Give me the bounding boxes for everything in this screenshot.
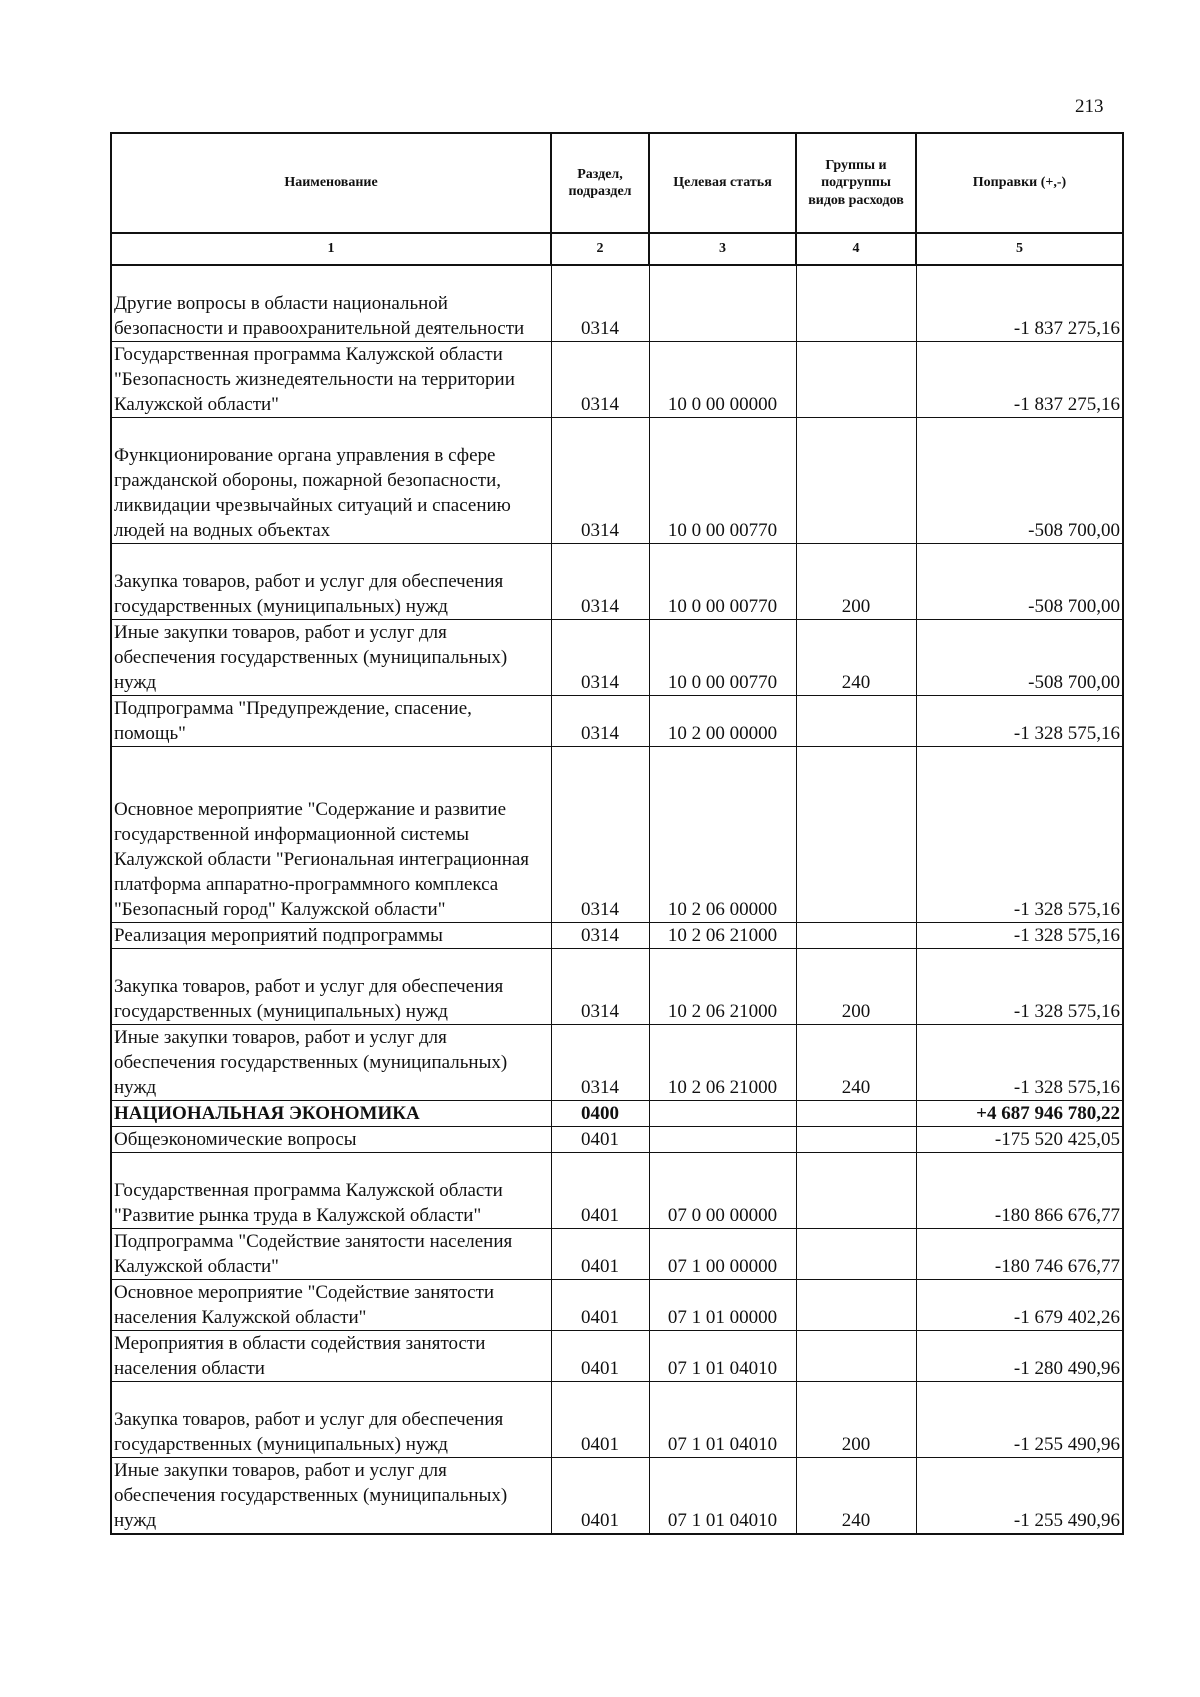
- row-amount-cell: -1 679 402,26: [916, 1280, 1123, 1331]
- row-group-cell: [796, 1331, 916, 1382]
- column-number: 3: [649, 233, 796, 265]
- table-row: [111, 1229, 1123, 1280]
- row-name-cell: Реализация мероприятий подпрограммы: [111, 923, 551, 949]
- row-section-cell: 0401: [551, 1458, 649, 1535]
- table-row: [111, 1458, 1123, 1535]
- column-number-row: [111, 233, 1123, 265]
- row-name-cell: Подпрограмма "Предупреждение, спасение, помощь": [111, 696, 551, 747]
- row-amount-cell: -180 866 676,77: [916, 1153, 1123, 1229]
- column-number: 1: [111, 233, 551, 265]
- row-name-cell: Иные закупки товаров, работ и услуг для обеспечения государственных (муниципальных) нужд: [111, 620, 551, 696]
- row-group-cell: 240: [796, 1025, 916, 1101]
- table-row: [111, 265, 1123, 342]
- header-group: Группы и подгруппы видов расходов: [796, 133, 916, 233]
- row-article-cell: 10 2 06 00000: [649, 747, 796, 923]
- column-number: 2: [551, 233, 649, 265]
- row-name-cell: Иные закупки товаров, работ и услуг для обеспечения государственных (муниципальных) нужд: [111, 1025, 551, 1101]
- row-article-cell: [649, 1101, 796, 1127]
- row-article-cell: [649, 265, 796, 342]
- row-name-cell: Закупка товаров, работ и услуг для обеспечения государственных (муниципальных) нужд: [111, 544, 551, 620]
- row-section-cell: 0401: [551, 1153, 649, 1229]
- row-amount-cell: -1 328 575,16: [916, 1025, 1123, 1101]
- row-section-cell: 0401: [551, 1382, 649, 1458]
- table-row: [111, 696, 1123, 747]
- row-article-cell: 10 2 06 21000: [649, 1025, 796, 1101]
- table-row: [111, 949, 1123, 1025]
- table-row: [111, 1331, 1123, 1382]
- table-row: [111, 923, 1123, 949]
- row-amount-cell: -1 328 575,16: [916, 747, 1123, 923]
- row-section-cell: 0314: [551, 620, 649, 696]
- row-article-cell: 07 0 00 00000: [649, 1153, 796, 1229]
- row-section-cell: 0314: [551, 923, 649, 949]
- row-amount-cell: -1 255 490,96: [916, 1458, 1123, 1535]
- row-group-cell: [796, 1127, 916, 1153]
- table-row: [111, 544, 1123, 620]
- row-article-cell: 10 2 00 00000: [649, 696, 796, 747]
- table-header-row: [111, 133, 1123, 233]
- row-article-cell: 10 0 00 00770: [649, 620, 796, 696]
- row-group-cell: [796, 923, 916, 949]
- row-name-cell: Основное мероприятие "Содействие занятости населения Калужской области": [111, 1280, 551, 1331]
- row-section-cell: 0401: [551, 1127, 649, 1153]
- table-row: [111, 342, 1123, 418]
- row-article-cell: 10 2 06 21000: [649, 923, 796, 949]
- row-amount-cell: -175 520 425,05: [916, 1127, 1123, 1153]
- table-row: [111, 620, 1123, 696]
- table-body: [111, 265, 1123, 1534]
- row-group-cell: [796, 418, 916, 544]
- page-number: 213: [1075, 96, 1104, 117]
- header-article: Целевая статья: [649, 133, 796, 233]
- row-name-cell: Подпрограмма "Содействие занятости населения Калужской области": [111, 1229, 551, 1280]
- row-name-cell: Закупка товаров, работ и услуг для обеспечения государственных (муниципальных) нужд: [111, 949, 551, 1025]
- row-section-cell: 0314: [551, 696, 649, 747]
- row-amount-cell: -508 700,00: [916, 620, 1123, 696]
- row-amount-cell: -1 837 275,16: [916, 265, 1123, 342]
- row-group-cell: [796, 747, 916, 923]
- row-section-cell: 0401: [551, 1229, 649, 1280]
- table-row: [111, 1153, 1123, 1229]
- column-number: 4: [796, 233, 916, 265]
- row-amount-cell: -508 700,00: [916, 418, 1123, 544]
- row-group-cell: 240: [796, 1458, 916, 1535]
- row-amount-cell: -1 328 575,16: [916, 949, 1123, 1025]
- row-amount-cell: -180 746 676,77: [916, 1229, 1123, 1280]
- row-article-cell: 10 2 06 21000: [649, 949, 796, 1025]
- row-name-cell: Другие вопросы в области национальной безопасности и правоохранительной деятельности: [111, 265, 551, 342]
- row-name-cell: Мероприятия в области содействия занятости населения области: [111, 1331, 551, 1382]
- row-amount-cell: -1 280 490,96: [916, 1331, 1123, 1382]
- table-row: [111, 418, 1123, 544]
- row-section-cell: 0314: [551, 747, 649, 923]
- row-group-cell: [796, 1280, 916, 1331]
- column-number: 5: [916, 233, 1123, 265]
- row-group-cell: [796, 1229, 916, 1280]
- header-amount: Поправки (+,-): [916, 133, 1123, 233]
- row-group-cell: [796, 1101, 916, 1127]
- row-group-cell: [796, 265, 916, 342]
- row-group-cell: 200: [796, 544, 916, 620]
- row-group-cell: [796, 342, 916, 418]
- row-name-cell: Государственная программа Калужской области "Безопасность жизнедеятельности на территории Калужской области": [111, 342, 551, 418]
- row-group-cell: [796, 696, 916, 747]
- row-article-cell: [649, 1127, 796, 1153]
- row-section-cell: 0314: [551, 418, 649, 544]
- row-amount-cell: -1 328 575,16: [916, 923, 1123, 949]
- row-section-cell: 0401: [551, 1280, 649, 1331]
- row-article-cell: 07 1 01 04010: [649, 1382, 796, 1458]
- row-name-cell: Иные закупки товаров, работ и услуг для обеспечения государственных (муниципальных) нужд: [111, 1458, 551, 1535]
- row-amount-cell: -1 255 490,96: [916, 1382, 1123, 1458]
- table-row: [111, 1127, 1123, 1153]
- row-section-cell: 0314: [551, 342, 649, 418]
- row-name-cell: НАЦИОНАЛЬНАЯ ЭКОНОМИКА: [111, 1101, 551, 1127]
- row-section-cell: 0314: [551, 265, 649, 342]
- row-amount-cell: +4 687 946 780,22: [916, 1101, 1123, 1127]
- row-article-cell: 10 0 00 00770: [649, 418, 796, 544]
- table-row: [111, 1280, 1123, 1331]
- table-row: [111, 1025, 1123, 1101]
- table-row: [111, 747, 1123, 923]
- row-group-cell: 200: [796, 1382, 916, 1458]
- row-name-cell: Основное мероприятие "Содержание и развитие государственной информационной системы Калужской области "Региональная интеграционная платформа аппаратно-программного комплекса "Безопасный город" Калужской области": [111, 747, 551, 923]
- row-section-cell: 0314: [551, 1025, 649, 1101]
- row-article-cell: 10 0 00 00000: [649, 342, 796, 418]
- row-name-cell: Общеэкономические вопросы: [111, 1127, 551, 1153]
- row-article-cell: 10 0 00 00770: [649, 544, 796, 620]
- row-section-cell: 0314: [551, 949, 649, 1025]
- row-amount-cell: -1 328 575,16: [916, 696, 1123, 747]
- row-article-cell: 07 1 01 00000: [649, 1280, 796, 1331]
- row-amount-cell: -1 837 275,16: [916, 342, 1123, 418]
- row-section-cell: 0401: [551, 1331, 649, 1382]
- row-article-cell: 07 1 01 04010: [649, 1331, 796, 1382]
- row-name-cell: Закупка товаров, работ и услуг для обеспечения государственных (муниципальных) нужд: [111, 1382, 551, 1458]
- table-row: [111, 1382, 1123, 1458]
- row-section-cell: 0314: [551, 544, 649, 620]
- row-article-cell: 07 1 01 04010: [649, 1458, 796, 1535]
- table-row: [111, 1101, 1123, 1127]
- row-amount-cell: -508 700,00: [916, 544, 1123, 620]
- row-name-cell: Функционирование органа управления в сфере гражданской обороны, пожарной безопасности, ликвидации чрезвычайных ситуаций и спасению людей на водных объектах: [111, 418, 551, 544]
- header-section: Раздел, подраздел: [551, 133, 649, 233]
- row-group-cell: [796, 1153, 916, 1229]
- row-article-cell: 07 1 00 00000: [649, 1229, 796, 1280]
- row-group-cell: 240: [796, 620, 916, 696]
- budget-amendments-table: [110, 132, 1124, 1535]
- row-section-cell: 0400: [551, 1101, 649, 1127]
- row-name-cell: Государственная программа Калужской области "Развитие рынка труда в Калужской области": [111, 1153, 551, 1229]
- header-name: Наименование: [111, 133, 551, 233]
- row-group-cell: 200: [796, 949, 916, 1025]
